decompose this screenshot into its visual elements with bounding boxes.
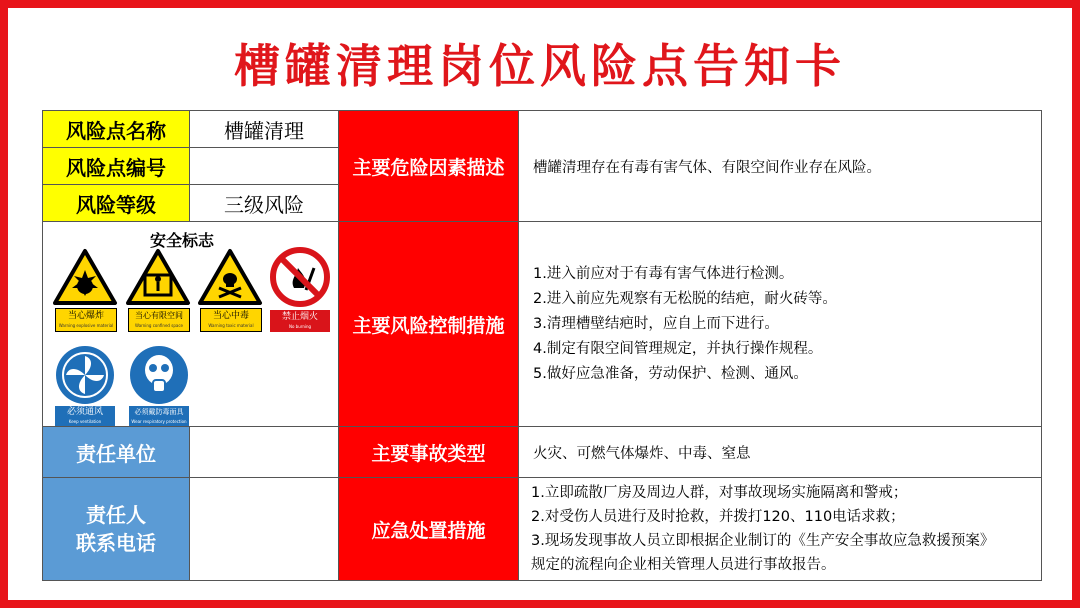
gas-mask-icon: 必须戴防毒面具 Wear respiratory protection [126, 344, 192, 426]
responsible-unit-label: 责任单位 [42, 426, 190, 478]
responsible-unit-value [189, 426, 339, 478]
accident-type-text: 火灾、可燃气体爆炸、中毒、窒息 [518, 426, 1042, 478]
controls-panel [518, 221, 1042, 427]
risk-name-value: 槽罐清理 [189, 110, 339, 148]
list-item: 1.立即疏散厂房及周边人群，对事故现场实施隔离和警戒； [531, 485, 908, 501]
risk-level-value: 三级风险 [189, 184, 339, 222]
risk-code-value [189, 147, 339, 185]
list-item: 4.制定有限空间管理规定，并执行操作规程。 [533, 340, 823, 357]
hazard-description: 槽罐清理存在有毒有害气体、有限空间作业存在风险。 [518, 110, 1042, 222]
risk-name-label: 风险点名称 [42, 110, 190, 148]
no-fire-icon: 禁止烟火 No burning [268, 246, 332, 334]
emergency-label: 应急处置措施 [338, 477, 519, 581]
list-item: 3.清理槽壁结疤时，应自上而下进行。 [533, 315, 779, 332]
poison-warning-icon: 当心中毒 Warning toxic material [197, 248, 263, 332]
contact-label-line1: 责任人 [86, 503, 146, 527]
list-item: 规定的流程向企业相关管理人员进行事故报告。 [531, 557, 836, 573]
list-item: 3.现场发现事故人员立即根据企业制订的《生产安全事故应急救援预案》 [531, 533, 995, 549]
list-item: 5.做好应急准备，劳动保护、检测、通风。 [533, 365, 808, 382]
contact-label [42, 477, 190, 581]
page-title: 槽罐清理岗位风险点告知卡 [234, 39, 846, 93]
controls-list [533, 262, 837, 387]
emergency-list [531, 481, 994, 577]
risk-code-label: 风险点编号 [42, 147, 190, 185]
hazard-label: 主要危险因素描述 [338, 110, 519, 222]
list-item: 2.对受伤人员进行及时抢救，并拨打120、110电话求救； [531, 509, 905, 525]
safety-signs-title: 安全标志 [150, 231, 215, 250]
confined-space-warning-icon: 当心有限空间 Warning confined space [125, 248, 191, 332]
risk-level-label: 风险等级 [42, 184, 190, 222]
contact-value [189, 477, 339, 581]
ventilation-icon: 必须通风 Keep ventilation [52, 344, 118, 426]
emergency-panel [518, 477, 1042, 581]
list-item: 2.进入前应先观察有无松脱的结疤，耐火砖等。 [533, 290, 837, 307]
accident-type-label: 主要事故类型 [338, 426, 519, 478]
contact-label-line2: 联系电话 [76, 531, 156, 555]
controls-label: 主要风险控制措施 [338, 221, 519, 427]
explosion-warning-icon: 当心爆炸 Warning explosive material [52, 248, 118, 332]
list-item: 1.进入前应对于有毒有害气体进行检测。 [533, 265, 794, 282]
